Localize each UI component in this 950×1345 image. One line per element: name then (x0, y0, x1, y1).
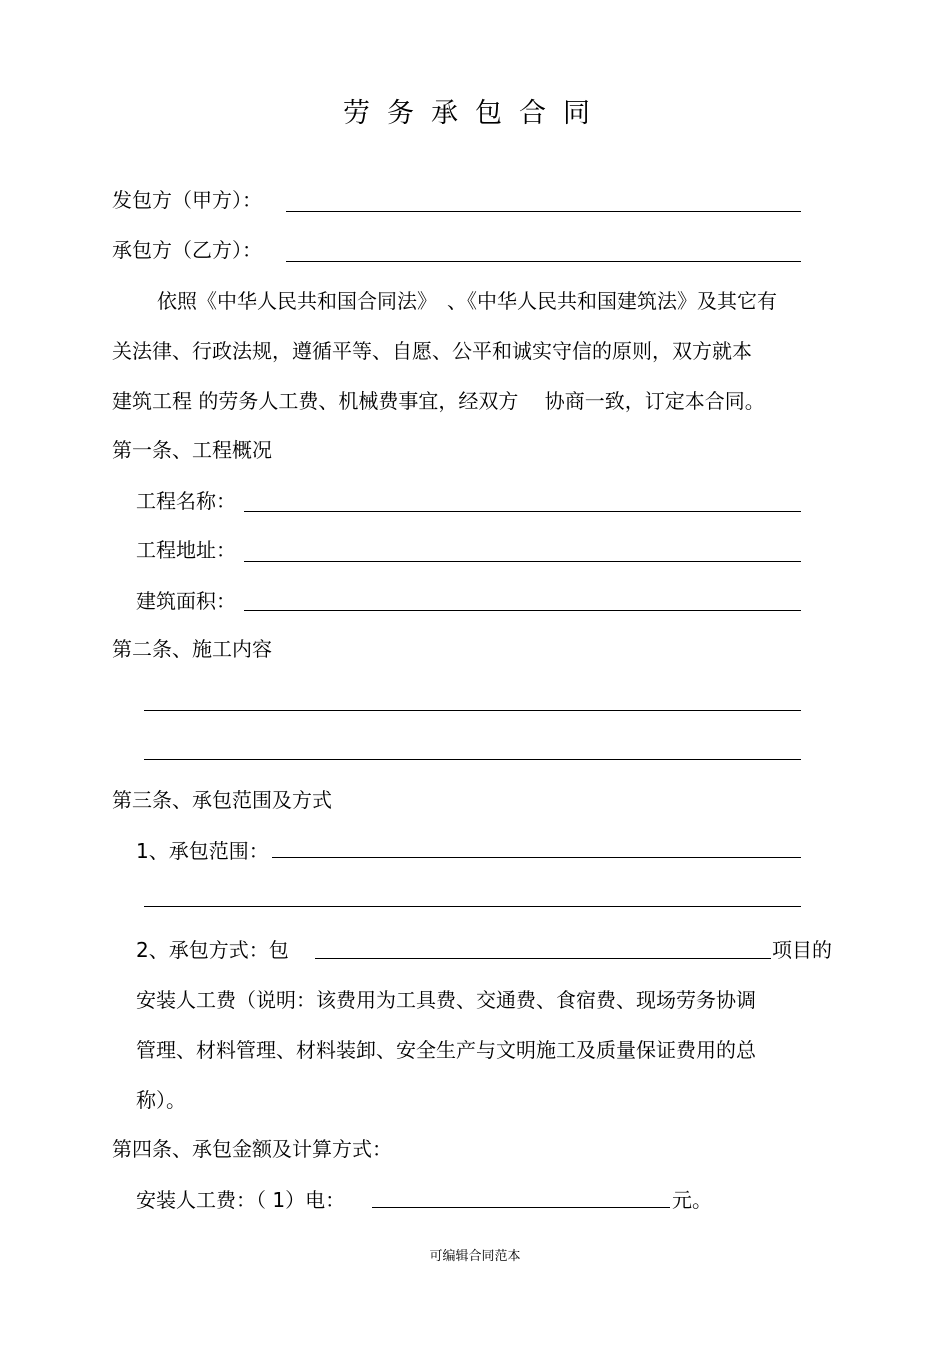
party-b-label: 承包方（乙方）： (112, 238, 262, 262)
construction-content-blank-1[interactable] (144, 710, 801, 711)
method-line-3: 称）。 (136, 1088, 186, 1112)
contract-title: 劳务承包合同 (343, 98, 607, 129)
article-3-heading: 第三条、承包范围及方式 (112, 788, 332, 812)
project-address-blank[interactable] (244, 561, 801, 562)
article-4-heading: 第四条、承包金额及计算方式： (112, 1137, 392, 1161)
project-name-label: 工程名称： (136, 489, 236, 513)
party-b-blank[interactable] (286, 261, 801, 262)
method-line-2: 管理、材料管理、材料装卸、安全生产与文明施工及质量保证费用的总 (136, 1038, 756, 1062)
preamble-line-3: 建筑工程 的劳务人工费、机械费事宜，经双方 协商一致，订定本合同。 (112, 389, 765, 413)
article-2-heading: 第二条、施工内容 (112, 637, 272, 661)
project-name-blank[interactable] (244, 511, 801, 512)
preamble-line-2: 关法律、行政法规，遵循平等、自愿、公平和诚实守信的原则，双方就本 (112, 339, 752, 363)
scope-blank-1[interactable] (272, 857, 801, 858)
method-suffix: 项目的 (772, 938, 832, 962)
building-area-label: 建筑面积： (136, 589, 236, 613)
scope-label: 1、承包范围： (136, 839, 269, 863)
fee-label: 安装人工费：（ 1）电： (136, 1188, 346, 1212)
fee-unit: 元。 (672, 1188, 712, 1212)
method-blank[interactable] (315, 958, 771, 959)
construction-content-blank-2[interactable] (144, 759, 801, 760)
party-a-label: 发包方（甲方）： (112, 188, 262, 212)
preamble-line-1: 依照《中华人民共和国合同法》 、《中华人民共和国建筑法》及其它有 (157, 289, 777, 313)
building-area-blank[interactable] (244, 610, 801, 611)
page-footer: 可编辑合同范本 (429, 1249, 521, 1264)
scope-blank-2[interactable] (144, 906, 801, 907)
article-1-heading: 第一条、工程概况 (112, 438, 272, 462)
party-a-blank[interactable] (286, 211, 801, 212)
project-address-label: 工程地址： (136, 538, 236, 562)
fee-electric-blank[interactable] (372, 1207, 670, 1208)
method-line-1: 安装人工费（说明：该费用为工具费、交通费、食宿费、现场劳务协调 (136, 988, 756, 1012)
method-label: 2、承包方式：包 (136, 938, 289, 962)
